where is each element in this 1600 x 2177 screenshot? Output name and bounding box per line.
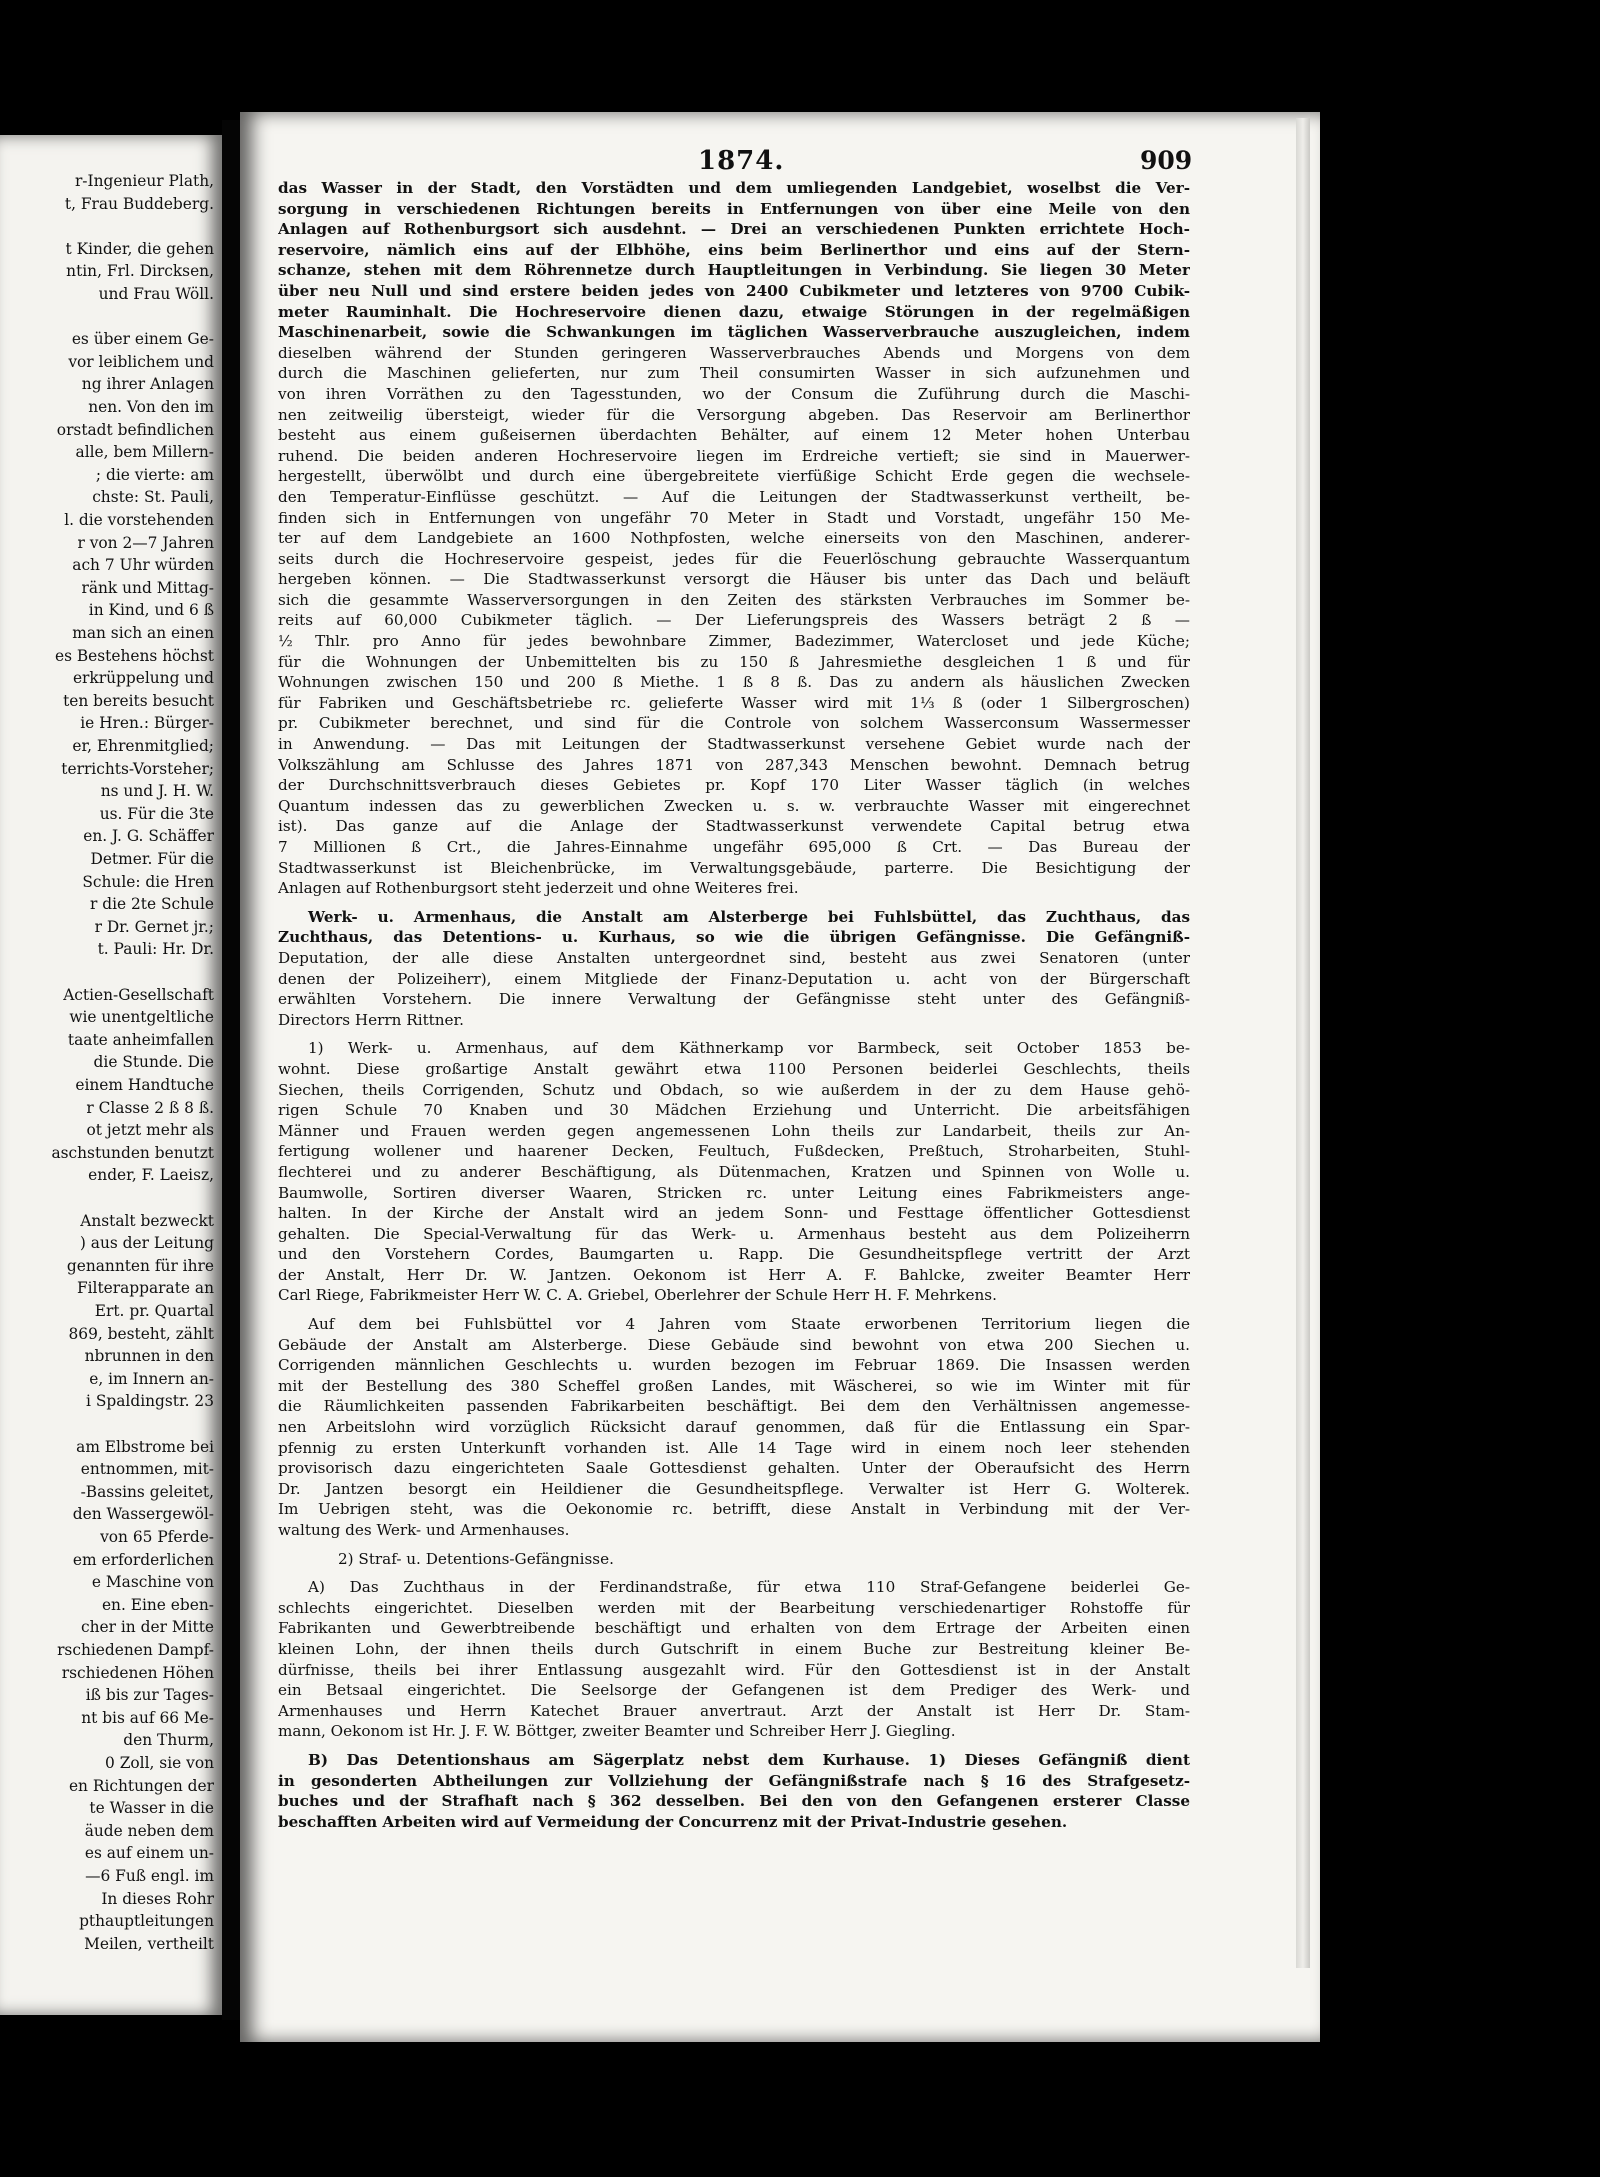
- left-column-line: ränk und Mittag-: [81, 578, 214, 597]
- text-line: mann, Oekonom ist Hr. J. F. W. Böttger, zweiter Beamter und Schreiber Herr J. Giegling.: [278, 1722, 956, 1741]
- left-column-line: und Frau Wöll.: [98, 285, 214, 303]
- left-column-line: ng ihrer Anlagen: [81, 375, 214, 394]
- text-line: flechterei und zu anderer Beschäftigung, als Dütenmachen, Kratzen und Spinnen von Wolle u.: [278, 1162, 1190, 1181]
- text-line: Volkszählung am Schlusse des Jahres 1871 von 287,343 Menschen bewohnt. Demnach betrug: [278, 755, 1190, 774]
- left-column-line: wie unentgeltliche: [69, 1008, 214, 1027]
- left-column-line: 0 Zoll, sie von: [105, 1754, 214, 1772]
- text-line: Quantum indessen das zu gewerblichen Zwecken u. s. w. verbrauchte Wasser mit eingerechnet: [278, 796, 1190, 815]
- paragraph-p3: [278, 1038, 1190, 1306]
- left-column-line: es auf einem un-: [84, 1844, 214, 1863]
- page-year-header: 1874.: [698, 146, 785, 176]
- left-column-line: Ert. pr. Quartal: [94, 1302, 214, 1320]
- text-line: Deputation, der alle diese Anstalten untergeordnet sind, besteht aus zwei Senatoren (unter: [278, 948, 1190, 967]
- text-line: hergeben können. — Die Stadtwasserkunst versorgt die Häuser bis unter das Dach und beläuft: [278, 570, 1190, 589]
- text-line: Männer und Frauen werden gegen angemessenen Lohn theils zur Landarbeit, theils zur An-: [278, 1121, 1190, 1140]
- left-column-line: ntin, Frl. Dircksen,: [66, 262, 214, 281]
- left-column-line: chste: St. Pauli,: [92, 488, 214, 507]
- left-column-line: em erforderlichen: [72, 1550, 214, 1569]
- left-column-line: ) aus der Leitung: [79, 1234, 214, 1253]
- paragraph-gap: [278, 1569, 1190, 1577]
- text-line: 1) Werk- u. Armenhaus, auf dem Käthnerkamp vor Barmbeck, seit October 1853 be-: [308, 1039, 1190, 1058]
- left-column-line: en Richtungen der: [68, 1776, 214, 1795]
- text-line: reits auf 60,000 Cubikmeter täglich. — Der Lieferungspreis des Wassers beträgt 2 ß —: [278, 611, 1190, 630]
- left-column-line: es Bestehens höchst: [54, 646, 214, 665]
- left-page: [0, 135, 222, 2015]
- left-column-line: er, Ehrenmitglied;: [72, 737, 214, 755]
- text-line: das Wasser in der Stadt, den Vorstädten und dem umliegenden Landgebiet, woselbst die Ver-: [278, 179, 1190, 197]
- text-line: von ihren Vorräthen zu den Tagesstunden, wo der Consum die Zuführung durch die Maschi-: [278, 384, 1190, 403]
- text-line: provisorisch dazu eingerichteten Saale Gottesdienst gehalten. Unter der Oberaufsicht des Herrn: [278, 1459, 1190, 1478]
- text-line: Directors Herrn Rittner.: [278, 1010, 464, 1029]
- left-column-line: In dieses Rohr: [101, 1889, 214, 1908]
- text-line: kleinen Lohn, der ihnen theils durch Gutschrift in einem Buche zur Bestreitung kleiner Be-: [278, 1639, 1190, 1658]
- left-column-line: iß bis zur Tages-: [85, 1686, 214, 1705]
- text-line: B) Das Detentionshaus am Sägerplatz nebst dem Kurhause. 1) Dieses Gefängniß dient: [308, 1750, 1190, 1769]
- text-line: sich die gesammte Wasserversorgungen in den Zeiten des stärksten Verbrauches im Sommer be-: [278, 590, 1190, 609]
- left-column-line: r die 2te Schule: [89, 895, 214, 914]
- left-column-line: i Spaldingstr. 23: [86, 1392, 214, 1411]
- text-line: ruhend. Die beiden anderen Hochreservoire liegen im Erdreiche vertieft; sie sind in Mauerwer-: [278, 446, 1190, 465]
- main-text-column: [278, 178, 1190, 1832]
- page-edge: [1296, 118, 1310, 1968]
- paragraph-p7: [278, 1750, 1190, 1832]
- left-column-line: cher in der Mitte: [81, 1618, 214, 1637]
- text-line: ter auf dem Landgebiete an 1600 Nothpfosten, welche einerseits von den Maschinen, anderer-: [278, 529, 1190, 548]
- text-line: die Räumlichkeiten passenden Fabrikarbeiten beschäftigt. Bei dem den Verhältnissen angemesse-: [278, 1397, 1190, 1416]
- text-line: finden sich in Entfernungen von ungefähr 70 Meter in Stadt und Vorstadt, ungefähr 150 Me-: [278, 508, 1190, 527]
- left-column-line: alle, bem Millern-: [75, 443, 214, 462]
- paragraph-gap: [278, 899, 1190, 907]
- text-line: mit der Bestellung des 380 Scheffel großen Landes, mit Wäscherei, so wie im Winter mit für: [278, 1376, 1190, 1395]
- left-column-line: es über einem Ge-: [71, 330, 214, 349]
- text-line: besteht aus einem gußeisernen überdachten Behälter, auf einem 12 Meter hohen Unterbau: [278, 426, 1190, 445]
- paragraph-gap: [278, 1541, 1190, 1549]
- text-line: Werk- u. Armenhaus, die Anstalt am Alsterberge bei Fuhlsbüttel, das Zuchthaus, das: [308, 907, 1190, 926]
- text-line: den Temperatur-Einflüsse geschützt. — Auf die Leitungen der Stadtwasserkunst vertheilt, be-: [278, 487, 1190, 506]
- text-line: pr. Cubikmeter berechnet, und sind für die Controle von solchem Wasserconsum Wassermesser: [278, 714, 1190, 733]
- text-line: fertigung wollener und haarener Decken, Feultuch, Fußdecken, Preßtuch, Stroharbeiten, Stuhl-: [278, 1142, 1190, 1161]
- paragraph-gap: [278, 1742, 1190, 1750]
- left-column-line: vor leiblichem und: [68, 352, 214, 371]
- text-line: der Anstalt, Herr Dr. W. Jantzen. Oekonom ist Herr A. F. Bahlcke, zweiter Beamter Herr: [278, 1265, 1190, 1284]
- text-line: Carl Riege, Fabrikmeister Herr W. C. A. Griebel, Oberlehrer der Schule Herr H. F. Mehrkens.: [278, 1286, 997, 1305]
- text-line: ist). Das ganze auf die Anlage der Stadtwasserkunst verwendete Capital betrug etwa: [278, 817, 1190, 836]
- text-line: Auf dem bei Fuhlsbüttel vor 4 Jahren vom Staate erworbenen Territorium liegen die: [308, 1315, 1190, 1334]
- text-line: buches und der Strafhaft nach § 362 desselben. Bei den von den Gefangenen ersterer Classe: [278, 1792, 1190, 1811]
- text-line: hergestellt, überwölbt und durch eine übergebreitete vierfüßige Schicht Erde gegen die wechsele-: [278, 467, 1190, 486]
- left-column-line: äude neben dem: [84, 1821, 214, 1840]
- text-line: der Durchschnittsverbrauch dieses Gebietes pr. Kopf 170 Liter Wasser täglich (in welches: [278, 776, 1190, 795]
- left-column-line: orstadt befindlichen: [56, 420, 214, 439]
- text-line: schanze, stehen mit dem Röhrennetze durch Hauptleitungen in Verbindung. Sie liegen 30 Meter: [278, 261, 1190, 280]
- text-line: und den Vorstehern Cordes, Baumgarten u. Rapp. Die Gesundheitspflege vertritt der Arzt: [278, 1245, 1190, 1264]
- left-column-line: taate anheimfallen: [67, 1030, 214, 1049]
- text-line: Im Uebrigen steht, was die Oekonomie rc. betrifft, diese Anstalt in Verbindung mit der Ver-: [278, 1500, 1190, 1519]
- text-line: Wohnungen zwischen 150 und 200 ß Miethe. 1 ß 8 ß. Das zu andern als häuslichen Zwecken: [278, 673, 1190, 692]
- left-column-line: nt bis auf 66 Me-: [81, 1708, 214, 1727]
- left-column-line: us. Für die 3te: [99, 804, 214, 823]
- left-column-line: rschiedenen Dampf-: [57, 1641, 214, 1659]
- text-line: über neu Null und sind erstere beiden jedes von 2400 Cubikmeter und letzteres von 9700 Cubik-: [278, 281, 1190, 300]
- left-column-line: l. die vorstehenden: [64, 511, 214, 529]
- left-column-line: ach 7 Uhr würden: [72, 556, 214, 575]
- text-line: meter Rauminhalt. Die Hochreservoire dienen dazu, etwaige Störungen in der regelmäßigen: [278, 302, 1190, 321]
- left-column-line: ten bereits besucht: [63, 691, 214, 710]
- text-line: Anlagen auf Rothenburgsort steht jederzeit und ohne Weiteres frei.: [278, 879, 799, 898]
- left-column-line: t, Frau Buddeberg.: [64, 194, 214, 213]
- text-line: nen Arbeitslohn wird vorzüglich Rücksicht darauf genommen, daß für die Entlassung ein Spar-: [278, 1418, 1190, 1437]
- left-column-line: pthauptleitungen: [79, 1912, 214, 1931]
- text-line: ½ Thlr. pro Anno für jedes bewohnbare Zimmer, Badezimmer, Watercloset und jede Küche;: [278, 632, 1190, 651]
- text-line: Anlagen auf Rothenburgsort sich ausdehnt. — Drei an verschiedenen Punkten errichtete Hoch-: [278, 220, 1190, 239]
- paragraph-gap: [278, 1306, 1190, 1314]
- left-column-line: r von 2—7 Jahren: [77, 533, 214, 552]
- text-line: durch die Maschinen gelieferten, nur zum Theil consumirten Wasser in sich aufzunehmen und: [278, 364, 1190, 383]
- text-line: schlechts eingerichtet. Dieselben werden mit der Bearbeitung verschiedenartiger Rohstoffe für: [278, 1598, 1190, 1617]
- left-column-line: terrichts-Vorsteher;: [61, 759, 214, 778]
- text-line: Zuchthaus, das Detentions- u. Kurhaus, so wie die übrigen Gefängnisse. Die Gefängniß-: [278, 928, 1190, 947]
- page-number: 909: [1140, 146, 1193, 175]
- left-column-line: den Thurm,: [123, 1731, 214, 1750]
- left-column-line: te Wasser in die: [89, 1799, 214, 1818]
- left-column-line: ie Hren.: Bürger-: [80, 714, 214, 733]
- left-column-line: en. J. G. Schäffer: [83, 827, 214, 846]
- left-column-line: Schule: die Hren: [82, 872, 214, 891]
- left-column-line: r Dr. Gernet jr.;: [94, 917, 214, 936]
- left-column-line: den Wassergewöl-: [72, 1505, 214, 1524]
- left-column-line: Anstalt bezweckt: [80, 1211, 214, 1230]
- left-column-line: r Classe 2 ß 8 ß.: [86, 1098, 214, 1117]
- paragraph-p1: [278, 178, 1190, 899]
- left-column-line: entnommen, mit-: [80, 1460, 214, 1479]
- left-column-line: -Bassins geleitet,: [80, 1482, 214, 1501]
- left-column-line: t Kinder, die gehen: [65, 239, 214, 258]
- text-line: gehalten. Die Special-Verwaltung für das Werk- u. Armenhaus besteht aus dem Polizeiherrn: [278, 1224, 1190, 1243]
- text-line: seits durch die Hochreservoire gespeist, jedes für die Feuerlöschung gebrauchte Wasserquantum: [278, 549, 1190, 568]
- left-column-line: Detmer. Für die: [90, 850, 214, 868]
- text-line: ein Betsaal eingerichtet. Die Seelsorge der Gefangenen ist dem Prediger des Werk- und: [278, 1681, 1190, 1700]
- left-column-line: Meilen, vertheilt: [84, 1934, 214, 1953]
- text-line: wohnt. Diese großartige Anstalt gewährt etwa 1100 Personen beiderlei Geschlechts, theils: [278, 1059, 1190, 1078]
- paragraph-p5: [278, 1549, 1190, 1570]
- text-line: für die Wohnungen der Unbemittelten bis zu 150 ß Jahresmiethe desgleichen 1 ß und für: [278, 652, 1190, 671]
- text-line: für Fabriken und Geschäftsbetriebe rc. gelieferte Wasser wird mit 1⅓ ß (oder 1 Silbergroschen): [278, 693, 1190, 712]
- left-column-line: aschstunden benutzt: [51, 1143, 214, 1162]
- text-line: reservoire, nämlich eins auf der Elbhöhe, eins beim Berlinerthor und eins auf der Stern-: [278, 240, 1190, 259]
- left-column-line: nen. Von den im: [88, 398, 214, 416]
- text-line: Stadtwasserkunst ist Bleichenbrücke, im Verwaltungsgebäude, parterre. Die Besichtigung der: [278, 858, 1190, 877]
- left-column-line: en. Eine eben-: [101, 1595, 214, 1614]
- text-line: pfennig zu ersten Unterkunft vorhanden ist. Alle 14 Tage wird in einem noch leer stehenden: [278, 1438, 1190, 1457]
- left-column-line: Actien-Gesellschaft: [63, 985, 214, 1004]
- left-column-line: ns und J. H. W.: [100, 782, 214, 801]
- text-line: A) Das Zuchthaus in der Ferdinandstraße, für etwa 110 Straf-Gefangene beiderlei Ge-: [308, 1578, 1190, 1597]
- left-column-line: t. Pauli: Hr. Dr.: [97, 940, 214, 959]
- left-column-line: einem Handtuche: [75, 1076, 214, 1094]
- text-line: Gebäude der Anstalt am Alsterberge. Diese Gebäude sind bewohnt von etwa 200 Siechen u.: [278, 1335, 1190, 1354]
- left-column-line: ender, F. Laeisz,: [88, 1166, 214, 1185]
- left-column-line: man sich an einen: [72, 624, 214, 642]
- left-column-line: r-Ingenieur Plath,: [74, 172, 214, 190]
- text-line: rigen Schule 70 Knaben und 30 Mädchen Erziehung und Unterricht. Die arbeitsfähigen: [278, 1101, 1190, 1120]
- paragraph-p2: [278, 907, 1190, 1031]
- text-line: Corrigenden männlichen Geschlechts u. wurden bezogen im Februar 1869. Die Insassen werden: [278, 1356, 1190, 1375]
- text-line: halten. In der Kirche der Anstalt wird an jedem Sonn- und Festtage öffentlicher Gottesdienst: [278, 1204, 1190, 1223]
- text-line: in Anwendung. — Das mit Leitungen der Stadtwasserkunst versehene Gebiet wurde nach der: [278, 735, 1190, 754]
- text-line: dürfnisse, theils bei ihrer Entlassung ausgezahlt wird. Für den Gottesdienst ist in der Anstalt: [278, 1660, 1190, 1679]
- text-line: beschafften Arbeiten wird auf Vermeidung der Concurrenz mit der Privat-Industrie gesehen.: [278, 1812, 1068, 1831]
- left-column-line: e Maschine von: [91, 1573, 214, 1592]
- text-line: Armenhauses und Herrn Katechet Brauer anvertraut. Arzt der Anstalt ist Herr Dr. Stam-: [278, 1701, 1190, 1720]
- paragraph-p4: [278, 1314, 1190, 1541]
- left-column-line: —6 Fuß engl. im: [85, 1867, 214, 1885]
- text-line: 2) Straf- u. Detentions-Gefängnisse.: [338, 1549, 614, 1568]
- left-column-line: nbrunnen in den: [84, 1347, 214, 1366]
- left-column-line: ot jetzt mehr als: [86, 1121, 214, 1140]
- text-line: in gesonderten Abtheilungen zur Vollziehung der Gefängnißstrafe nach § 16 des Strafgesetz-: [278, 1771, 1190, 1790]
- text-line: Baumwolle, Sortiren diverser Waaren, Stricken rc. unter Leitung eines Fabrikmeisters ange-: [278, 1183, 1190, 1202]
- left-column-line: genannten für ihre: [66, 1256, 214, 1275]
- left-column-line: e, im Innern an-: [89, 1369, 214, 1388]
- text-line: Fabrikanten und Gewerbtreibende beschäftigt und erhalten von dem Ertrage der Arbeiten einen: [278, 1619, 1190, 1638]
- text-line: dieselben während der Stunden geringeren Wasserverbrauches Abends und Morgens von dem: [278, 343, 1190, 362]
- text-line: sorgung in verschiedenen Richtungen bereits in Entfernungen von über eine Meile von den: [278, 199, 1190, 218]
- left-column-line: Filterapparate an: [76, 1279, 214, 1298]
- paragraph-p6: [278, 1577, 1190, 1742]
- left-column-line: ; die vierte: am: [95, 465, 214, 484]
- text-line: Maschinenarbeit, sowie die Schwankungen im täglichen Wasserverbrauche auszugleichen, indem: [278, 323, 1190, 342]
- text-line: denen der Polizeiherr), einem Mitgliede der Finanz-Deputation u. acht von der Bürgerschaft: [278, 969, 1190, 988]
- text-line: Siechen, theils Corrigenden, Schutz und Obdach, so wie außerdem in der zu dem Hause gehö-: [278, 1080, 1190, 1099]
- text-line: Dr. Jantzen besorgt ein Heildiener die Gesundheitspflege. Verwalter ist Herr G. Wolterek.: [278, 1479, 1190, 1498]
- text-line: nen zeitweilig übersteigt, wieder für die Versorgung abgeben. Das Reservoir am Berlinerthor: [278, 405, 1190, 424]
- paragraph-gap: [278, 1030, 1190, 1038]
- text-line: erwählten Vorstehern. Die innere Verwaltung der Gefängnisse steht unter des Gefängniß-: [278, 990, 1190, 1009]
- left-column-line: in Kind, und 6 ß: [88, 601, 214, 620]
- left-column-line: rschiedenen Höhen: [61, 1663, 214, 1682]
- text-line: waltung des Werk- und Armenhauses.: [278, 1521, 570, 1539]
- left-column-line: 869, besteht, zählt: [68, 1324, 214, 1343]
- left-column-line: die Stunde. Die: [93, 1053, 214, 1072]
- text-line: 7 Millionen ß Crt., die Jahres-Einnahme ungefähr 695,000 ß Crt. — Das Bureau der: [278, 838, 1190, 856]
- left-column-line: am Elbstrome bei: [76, 1437, 214, 1456]
- left-column-line: erkrüppelung und: [72, 669, 214, 688]
- left-column-line: von 65 Pferde-: [100, 1528, 214, 1546]
